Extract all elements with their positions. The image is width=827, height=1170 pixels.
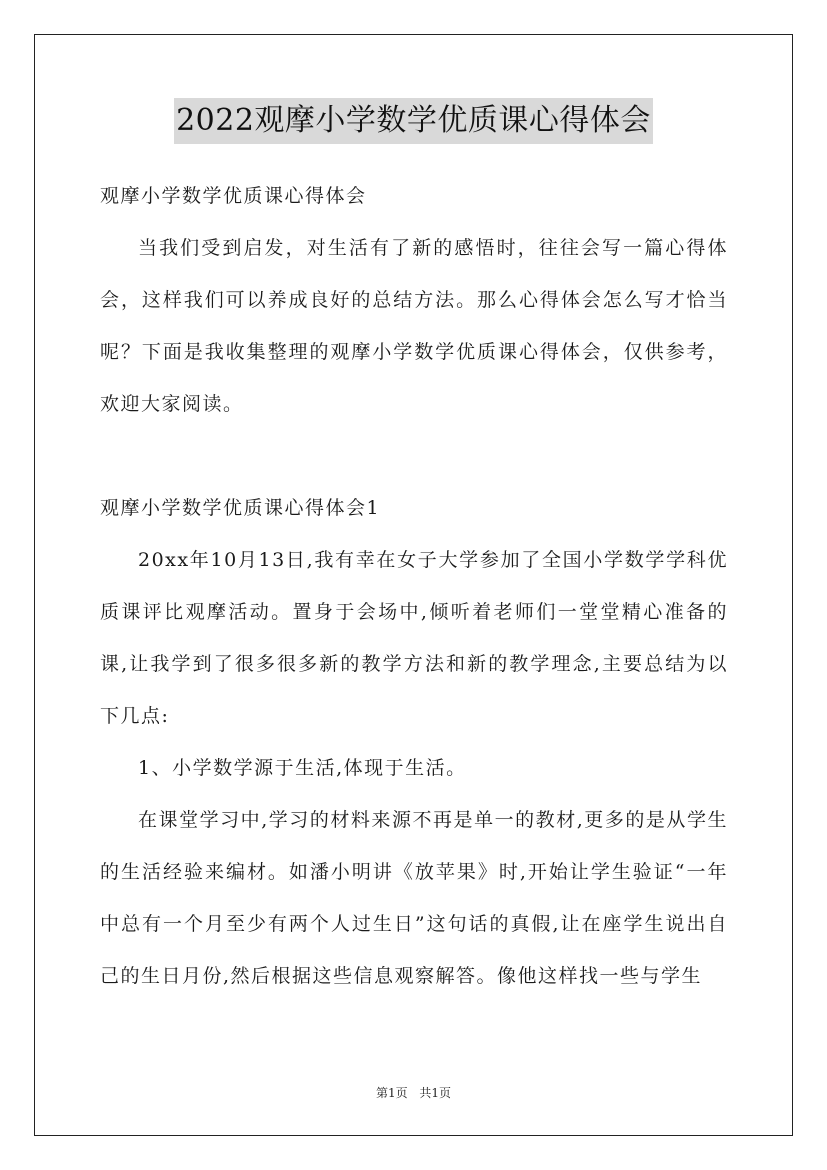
document-body	[100, 170, 728, 1002]
section-heading: 观摩小学数学优质课心得体会1	[100, 497, 381, 519]
point-1: 1、小学数学源于生活,体现于生活。	[138, 757, 467, 779]
page-total: 共1页	[419, 1086, 452, 1100]
section-spacer	[100, 430, 728, 482]
title-container	[0, 98, 827, 144]
intro-paragraph: 当我们受到启发，对生活有了新的感悟时，往往会写一篇心得体会，这样我们可以养成良好的总结方法。那么心得体会怎么写才恰当呢？下面是我收集整理的观摩小学数学优质课心得体会，仅供参考，欢迎大家阅读。	[100, 237, 728, 415]
page-footer	[0, 1084, 827, 1101]
document-title: 2022观摩小学数学优质课心得体会	[174, 98, 653, 144]
body-paragraph-1: 20xx年10月13日,我有幸在女子大学参加了全国小学数学学科优质课评比观摩活动。置身于会场中,倾听着老师们一堂堂精心准备的课,让我学到了很多很多新的教学方法和新的教学理念,主要总结为以下几点:	[100, 549, 728, 727]
body-paragraph-2: 在课堂学习中,学习的材料来源不再是单一的教材,更多的是从学生的生活经验来编材。如潘小明讲《放苹果》时,开始让学生验证“一年中总有一个月至少有两个人过生日”这句话的真假,让在座学生说出自己的生日月份,然后根据这些信息观察解答。像他这样找一些与学生	[100, 809, 728, 987]
subtitle: 观摩小学数学优质课心得体会	[100, 185, 367, 207]
page-number: 第1页	[375, 1086, 408, 1100]
